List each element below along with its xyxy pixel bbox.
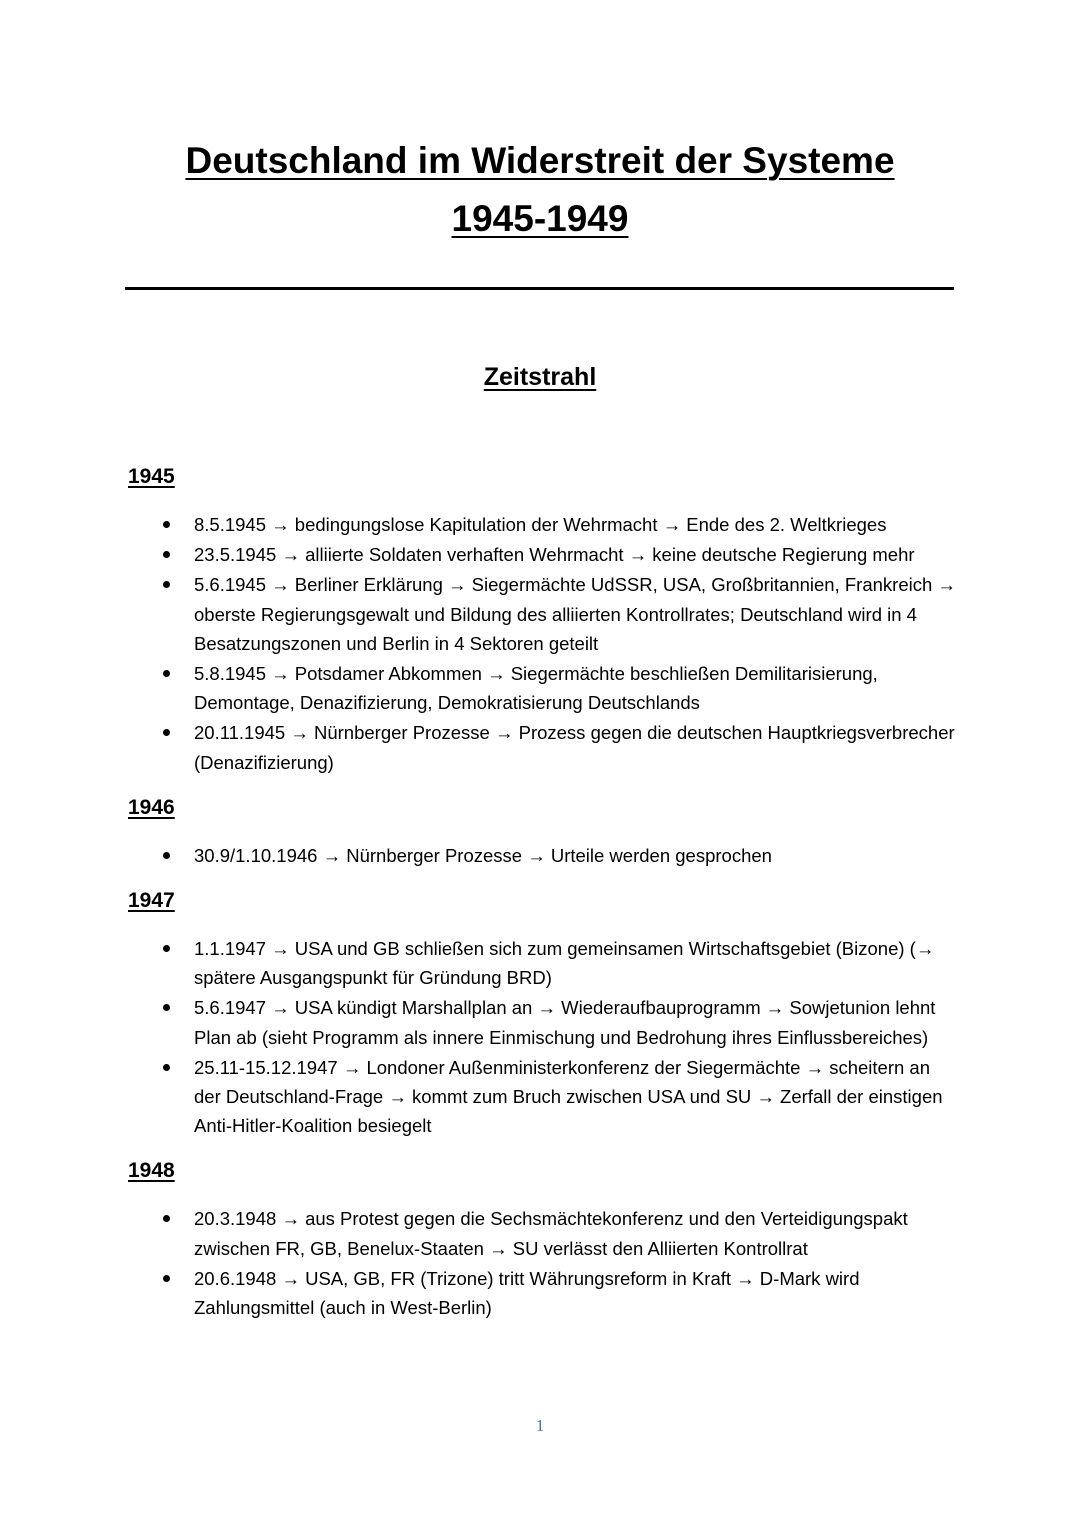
horizontal-rule (125, 287, 954, 290)
list-item (128, 1053, 958, 1141)
bullet-icon (163, 581, 170, 588)
bullet-icon (163, 521, 170, 528)
event-list (128, 841, 958, 870)
year-heading: 1948 (128, 1159, 175, 1183)
section-heading: Zeitstrahl (483, 363, 597, 391)
year-heading: 1947 (128, 889, 175, 913)
title-line-2: 1945-1949 (451, 198, 629, 239)
bullet-icon (163, 1004, 170, 1011)
event-text: 5.6.1945 → Berliner Erklärung → Siegermächte UdSSR, USA, Großbritannien, Frankreich → oberste Regierungsgewalt und Bildung des alliierten Kontrollrates; Deutschland wird in 4 Besatzungszonen und Berlin in 4 Sektoren geteilt (194, 574, 956, 654)
event-text: 5.6.1947 → USA kündigt Marshallplan an → Wiederaufbauprogramm → Sowjetunion lehnt Plan ab (sieht Programm als innere Einmischung und Bedrohung ihres Einflussbereiches) (194, 997, 936, 1048)
event-text: 30.9/1.10.1946 → Nürnberger Prozesse → Urteile werden gesprochen (194, 844, 772, 866)
list-item (128, 570, 958, 658)
list-item (128, 841, 958, 870)
bullet-icon (163, 945, 170, 952)
list-item (128, 540, 958, 569)
year-block-1947 (128, 886, 958, 1140)
list-item (128, 510, 958, 539)
event-list (128, 510, 958, 777)
year-heading: 1946 (128, 795, 175, 819)
bullet-icon (163, 729, 170, 736)
year-block-1948 (128, 1156, 958, 1322)
event-text: 25.11-15.12.1947 → Londoner Außenministerkonferenz der Siegermächte → scheitern an der Deutschland-Frage → kommt zum Bruch zwischen USA und SU → Zerfall der einstigen Anti-Hitler-Koalition besiegelt (194, 1056, 943, 1137)
event-text: 1.1.1947 → USA und GB schließen sich zum gemeinsamen Wirtschaftsgebiet (Bizone) (→ spätere Ausgangspunkt für Gründung BRD) (194, 938, 935, 989)
event-text: 23.5.1945 → alliierte Soldaten verhaften Wehrmacht → keine deutsche Regierung mehr (194, 544, 915, 566)
year-heading: 1945 (128, 465, 175, 488)
list-item (128, 1264, 958, 1322)
year-block-1946 (128, 793, 958, 870)
event-text: 8.5.1945 → bedingungslose Kapitulation der Wehrmacht → Ende des 2. Weltkrieges (194, 514, 887, 535)
event-text: 20.11.1945 → Nürnberger Prozesse → Prozess gegen die deutschen Hauptkriegsverbrecher (Denazifizierung) (194, 722, 955, 773)
title-line-1: Deutschland im Widerstreit der Systeme (185, 140, 895, 181)
bullet-icon (163, 670, 170, 677)
bullet-icon (163, 1064, 170, 1071)
bullet-icon (163, 551, 170, 558)
list-item (128, 718, 958, 776)
event-text: 20.3.1948 → aus Protest gegen die Sechsmächtekonferenz und den Verteidigungspakt zwischen FR, GB, Benelux-Staaten → SU verlässt den Alliierten Kontrollrat (194, 1208, 908, 1259)
event-list (128, 1204, 958, 1322)
list-item (128, 934, 958, 992)
page-number: 1 (535, 1416, 545, 1435)
year-block-1945 (128, 462, 958, 777)
bullet-icon (163, 852, 170, 859)
bullet-icon (163, 1215, 170, 1222)
bullet-icon (163, 1275, 170, 1282)
list-item (128, 659, 958, 717)
list-item (128, 1204, 958, 1262)
document-title (0, 132, 1080, 248)
list-item (128, 993, 958, 1051)
event-list (128, 934, 958, 1140)
event-text: 5.8.1945 → Potsdamer Abkommen → Siegermächte beschließen Demilitarisierung, Demontage, Denazifizierung, Demokratisierung Deutschlands (194, 663, 878, 714)
timeline (128, 462, 958, 1338)
event-text: 20.6.1948 → USA, GB, FR (Trizone) tritt Währungsreform in Kraft → D-Mark wird Zahlungsmittel (auch in West-Berlin) (194, 1267, 860, 1319)
